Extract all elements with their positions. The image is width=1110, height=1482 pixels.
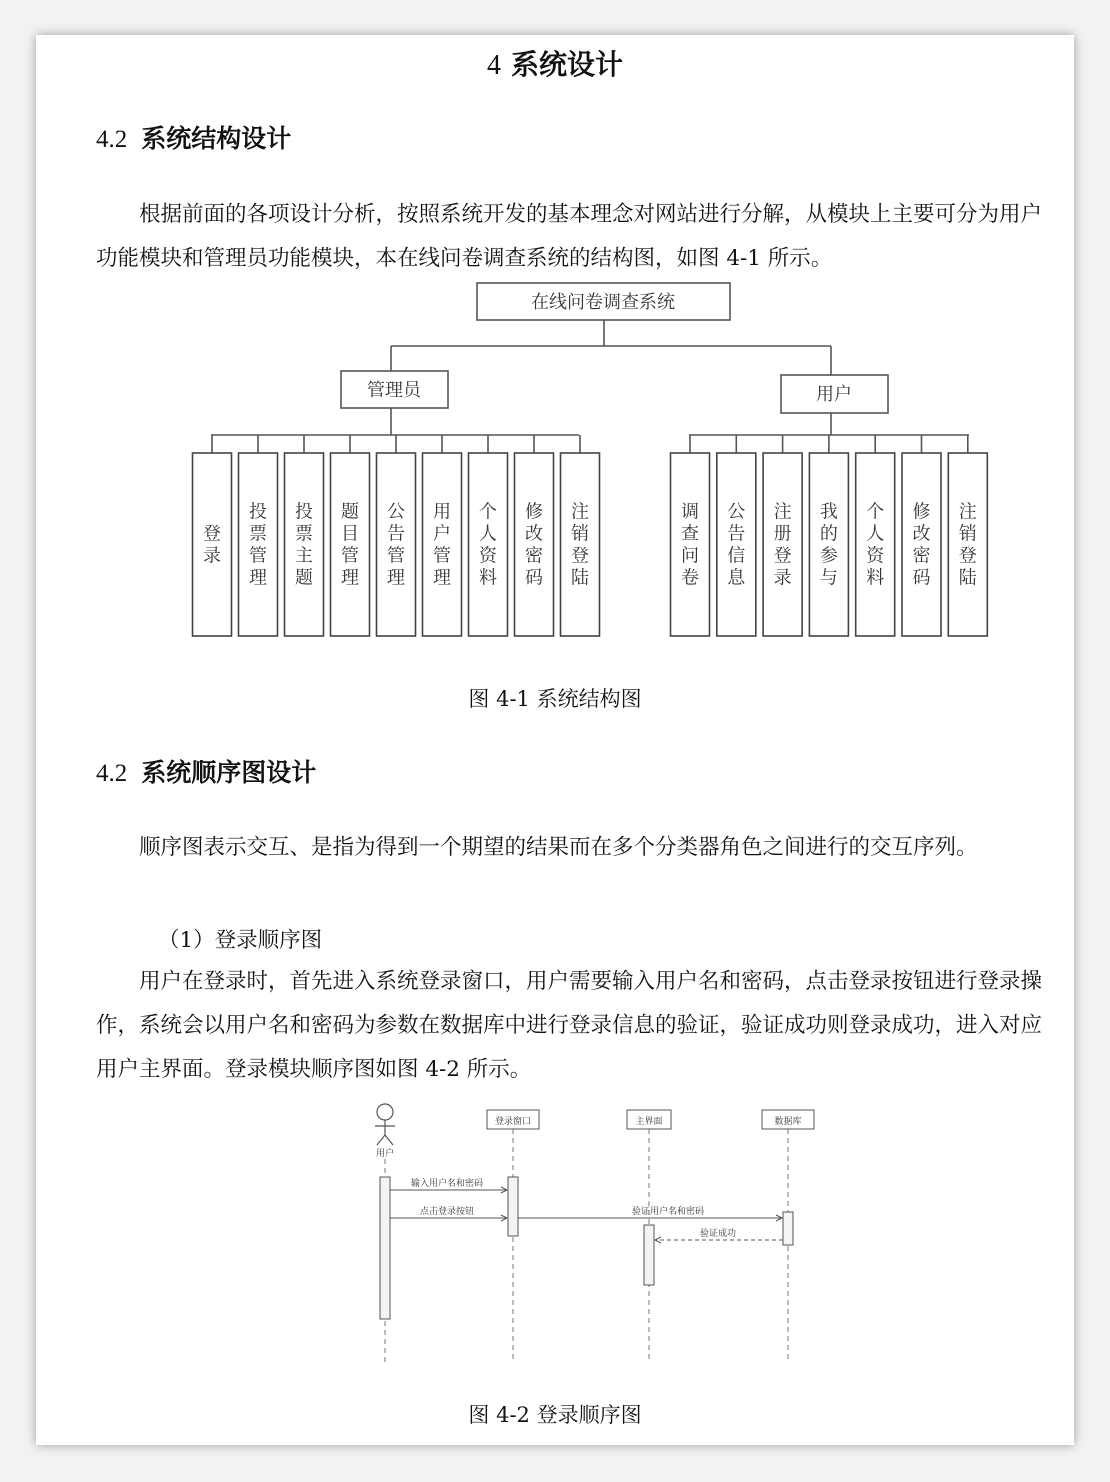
user-module-label: 个人资料 — [866, 501, 885, 589]
user-module-box — [717, 453, 756, 636]
message-label-click: 点击登录按钮 — [419, 1207, 475, 1217]
admin-module-box — [515, 453, 554, 636]
admin-module-label: 投票管理 — [249, 501, 267, 589]
user-modules — [671, 435, 988, 636]
admin-module-label: 登录 — [203, 523, 221, 567]
object-label-main-ui: 主界面 — [635, 1117, 663, 1127]
user-module-box — [856, 453, 895, 636]
admin-module-label: 注销登陆 — [571, 501, 589, 589]
admin-modules — [193, 435, 600, 636]
section-title: 系统结构设计 — [141, 124, 292, 153]
section-heading-structure — [96, 119, 291, 155]
admin-module-box — [331, 453, 370, 636]
user-module-box — [763, 453, 802, 636]
paragraph-login-description: 用户在登录时，首先进入系统登录窗口，用户需要输入用户名和密码，点击登录按钮进行登录操作，系统会以用户名和密码为参数在数据库中进行登录信息的验证，验证成功则登录成功，进入对应用户主界面。登录模块顺序图如图 4-2 所示。 — [96, 969, 1043, 1082]
message-label-success: 验证成功 — [699, 1229, 737, 1239]
admin-module-box — [423, 453, 462, 636]
admin-module-box — [561, 453, 600, 636]
admin-label: 管理员 — [367, 380, 421, 401]
admin-module-label: 公告管理 — [387, 501, 405, 589]
admin-module-box — [285, 453, 324, 636]
chapter-number: 4 — [486, 50, 501, 81]
user-module-label: 注销登陆 — [958, 501, 977, 589]
admin-module-box — [469, 453, 508, 636]
section-number: 4.2 — [96, 760, 128, 787]
user-module-label: 修改密码 — [912, 501, 931, 589]
user-module-label: 公告信息 — [727, 501, 746, 589]
admin-module-label: 用户管理 — [433, 501, 451, 589]
figure-caption-4-2: 图 4-2 登录顺序图 — [468, 1403, 642, 1427]
admin-module-box — [377, 453, 416, 636]
figure-caption-4-1: 图 4-1 系统结构图 — [468, 687, 642, 711]
paragraph-sequence-intro: 顺序图表示交互、是指为得到一个期望的结果而在多个分类器角色之间进行的交互序列。 — [139, 835, 978, 860]
actor-figure — [375, 1104, 395, 1145]
lifelines — [385, 1129, 788, 1362]
actor-label: 用户 — [375, 1149, 395, 1159]
login-sequence-diagram — [356, 1097, 826, 1365]
user-module-box — [809, 453, 848, 636]
activation-bars — [380, 1177, 793, 1319]
chapter-heading — [36, 43, 1074, 83]
object-label-database: 数据库 — [774, 1117, 802, 1127]
admin-module-label: 修改密码 — [525, 501, 543, 589]
section-number: 4.2 — [96, 126, 128, 153]
user-label: 用户 — [816, 384, 852, 405]
user-module-label: 调查问卷 — [681, 501, 699, 589]
admin-module-box — [193, 453, 232, 636]
section-title: 系统顺序图设计 — [141, 758, 317, 787]
admin-module-label: 题目管理 — [341, 501, 359, 589]
user-module-label: 注册登录 — [773, 501, 792, 589]
document-page — [36, 35, 1074, 1445]
paragraph-structure-intro: 根据前面的各项设计分析，按照系统开发的基本理念对网站进行分解，从模块上主要可分为用户功能模块和管理员功能模块，本在线问卷调查系统的结构图，如图 4-1 所示。 — [96, 202, 1043, 271]
subheading-login-sequence: （1）登录顺序图 — [158, 928, 323, 953]
user-module-label: 我的参与 — [819, 501, 838, 589]
user-module-box — [671, 453, 710, 636]
user-module-box — [902, 453, 941, 636]
admin-module-box — [239, 453, 278, 636]
admin-module-label: 个人资料 — [479, 501, 497, 589]
admin-module-label: 投票主题 — [295, 501, 313, 589]
user-module-box — [948, 453, 987, 636]
system-structure-diagram — [36, 275, 1074, 645]
root-label: 在线问卷调查系统 — [531, 292, 675, 313]
section-heading-sequence — [96, 753, 316, 789]
message-label-input: 输入用户名和密码 — [410, 1179, 484, 1189]
chapter-title: 系统设计 — [510, 48, 623, 81]
message-label-verify: 验证用户名和密码 — [631, 1207, 705, 1217]
object-label-login-window: 登录窗口 — [494, 1117, 532, 1127]
